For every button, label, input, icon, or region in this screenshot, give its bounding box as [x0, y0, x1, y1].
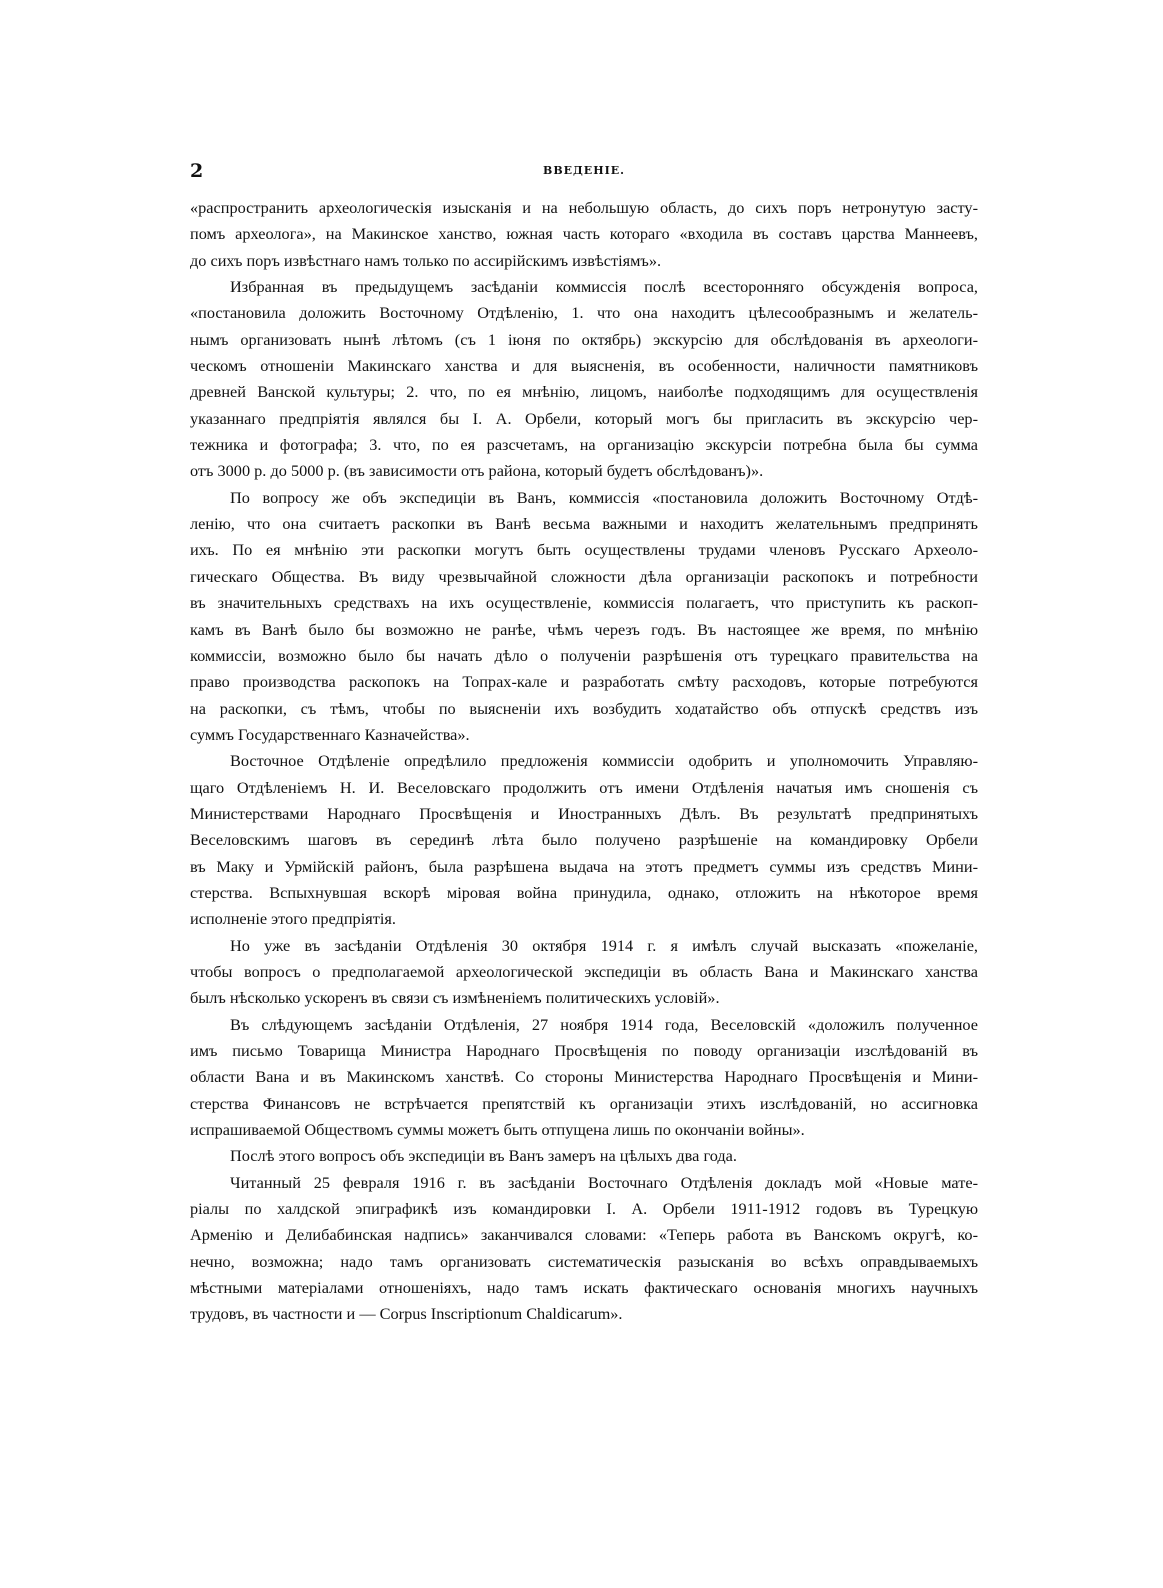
text-line: щаго Отдѣленіемъ Н. И. Веселовскаго продолжить отъ имени Отдѣленія начатыя имъ сношенія съ — [190, 777, 978, 797]
text-line: Веселовскимъ шаговъ въ серединѣ лѣта было получено разрѣшеніе на командировку Орбели — [190, 830, 978, 850]
text-line: Но уже въ засѣданіи Отдѣленія 30 октября 1914 г. я имѣлъ случай высказать «пожеланіе, — [230, 935, 978, 955]
text-line: въ значительныхъ средствахъ на ихъ осуществленіе, коммиссія полагаетъ, что приступить къ раскоп- — [190, 593, 978, 613]
text-line: По вопросу же объ экспедиціи въ Ванъ, коммиссія «постановила доложить Восточному Отдѣ- — [230, 487, 978, 507]
text-line: ріалы по халдской эпиграфикѣ изъ командировки I. А. Орбели 1911-1912 годовъ въ Турецкую — [190, 1199, 978, 1219]
text-line: въ Маку и Урмійскій районъ, была разрѣшена выдача на этотъ предметъ суммы изъ средствъ Мини- — [190, 856, 978, 876]
text-line: ческомъ отношеніи Макинскаго ханства и для выясненія, въ особенности, наличности памятниковъ — [190, 356, 978, 376]
text-line: испрашиваемой Обществомъ суммы можетъ быть отпущена лишь по окончаніи войны». — [190, 1120, 805, 1140]
paragraph — [190, 933, 978, 1012]
text-line: суммъ Государственнаго Казначейства». — [190, 724, 470, 744]
running-title: ВВЕДЕНІЕ. — [543, 164, 625, 177]
text-line: Въ слѣдующемъ засѣданіи Отдѣленія, 27 ноября 1914 года, Веселовскій «доложилъ полученное — [230, 1014, 978, 1034]
text-line: ленію, что она считаетъ раскопки въ Ванѣ весьма важными и находитъ желательнымъ предпринять — [190, 514, 978, 534]
text-line: стерства Финансовъ не встрѣчается препятствій къ организаціи этихъ изслѣдованій, но ассигновка — [190, 1093, 978, 1113]
paragraph — [190, 748, 978, 932]
text-line: коммиссіи, возможно было бы начать дѣло о полученіи разрѣшенія отъ турецкаго правительства на — [190, 645, 978, 665]
paragraph — [190, 485, 978, 748]
text-line: до сихъ поръ извѣстнаго намъ только по ассирійскимъ извѣстіямъ». — [190, 250, 662, 270]
text-line: ихъ. По ея мнѣнію эти раскопки могутъ быть осуществлены трудами членовъ Русскаго Археоло- — [190, 540, 978, 560]
text-line: Послѣ этого вопросъ объ экспедиціи въ Ванъ замеръ на цѣлыхъ два года. — [230, 1146, 737, 1166]
text-line: Министерствами Народнаго Просвѣщенія и Иностранныхъ Дѣлъ. Въ результатѣ предпринятыхъ — [190, 803, 978, 823]
paragraph — [190, 195, 978, 274]
text-line: трудовъ, въ частности и — Corpus Inscriptionum Chaldicarum». — [190, 1304, 623, 1324]
text-line: право производства раскопокъ на Топрах-кале и разработать смѣту расходовъ, которые потребуются — [190, 672, 978, 692]
text-line: гическаго Общества. Въ виду чрезвычайной сложности дѣла организаціи раскопокъ и потребности — [190, 566, 978, 586]
text-line: мѣстными матеріалами отношеніяхъ, надо тамъ искать фактическаго основанія многихъ научныхъ — [190, 1278, 978, 1298]
text-line: нечно, возможна; надо тамъ организовать систематическія разысканія во всѣхъ оправдываемыхъ — [190, 1251, 978, 1271]
text-line: исполненіе этого предпріятія. — [190, 909, 396, 929]
text-line: стерства. Вспыхнувшая вскорѣ міровая война принудила, однако, отложить на нѣкоторое время — [190, 882, 978, 902]
text-line: отъ 3000 р. до 5000 р. (въ зависимости отъ района, который будетъ обслѣдованъ)». — [190, 461, 764, 481]
text-line: нымъ организовать нынѣ лѣтомъ (съ 1 іюня по октябрь) экскурсію для обслѣдованія въ археологи- — [190, 329, 978, 349]
text-line: Избранная въ предыдущемъ засѣданіи коммиссія послѣ всесторонняго обсужденія вопроса, — [230, 277, 978, 297]
paragraph — [190, 1143, 978, 1169]
text-line: Восточное Отдѣленіе опредѣлило предложенія коммиссіи одобрить и уполномочить Управляю- — [230, 751, 978, 771]
text-line: Читанный 25 февраля 1916 г. въ засѣданіи Восточнаго Отдѣленія докладъ мой «Новые мате- — [230, 1172, 978, 1192]
text-line: области Вана и въ Макинскомъ ханствѣ. Со стороны Министерства Народнаго Просвѣщенія и Мини- — [190, 1067, 978, 1087]
text-line: имъ письмо Товарища Министра Народнаго Просвѣщенія по поводу организаціи изслѣдованій въ — [190, 1041, 978, 1060]
text-line: указаннаго предпріятія являлся бы I. А. Орбели, который могъ бы пригласить въ экскурсію чер- — [190, 408, 978, 428]
paragraph — [190, 1012, 978, 1144]
text-line: «постановила доложить Восточному Отдѣленію, 1. что она находитъ цѣлесообразнымъ и желатель- — [190, 303, 978, 323]
body-text — [190, 195, 978, 1328]
text-line: помъ археолога», на Макинское ханство, южная часть котораго «входила въ составъ царства Маннеевъ, — [190, 224, 978, 244]
text-line: Арменію и Делибабинская надпись» заканчивался словами: «Теперь работа въ Ванскомъ округѣ, ко- — [190, 1225, 978, 1245]
page-header — [190, 160, 978, 184]
text-line: былъ нѣсколько ускоренъ въ связи съ измѣненіемъ политическихъ условій». — [190, 988, 720, 1008]
page-number: 2 — [190, 160, 204, 182]
text-line: камъ въ Ванѣ было бы возможно не ранѣе, чѣмъ черезъ годъ. Въ настоящее же время, по мнѣнію — [190, 619, 978, 639]
text-line: «распространить археологическія изысканія и на небольшую область, до сихъ поръ нетронутую засту- — [190, 198, 978, 217]
paragraph — [190, 274, 978, 485]
text-line: тежника и фотографа; 3. что, по ея разсчетамъ, на организацію экскурсіи потребна была бы сумма — [190, 435, 978, 455]
text-line: на раскопки, съ тѣмъ, чтобы по выясненіи ихъ возбудить ходатайство объ отпускѣ средствъ изъ — [190, 698, 978, 718]
paragraph — [190, 1170, 978, 1328]
text-line: чтобы вопросъ о предполагаемой археологической экспедиціи въ область Вана и Макинскаго ханства — [190, 961, 978, 981]
text-line: древней Ванской культуры; 2. что, по ея мнѣнію, лицомъ, наиболѣе подходящимъ для осуществленія — [190, 382, 978, 402]
